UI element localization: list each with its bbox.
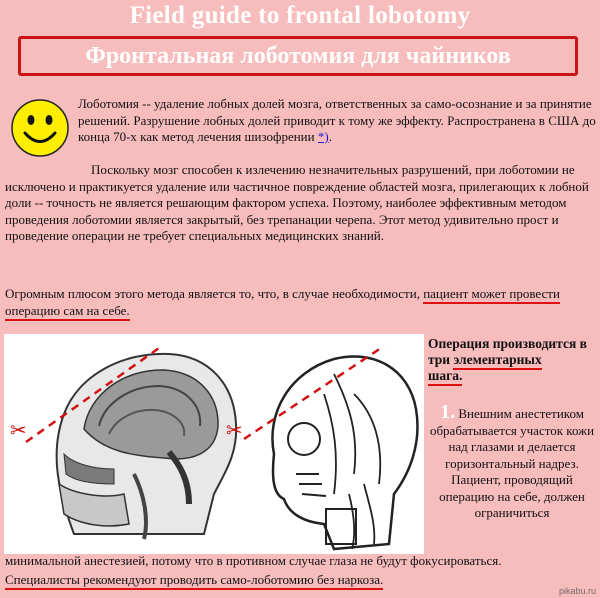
continuation-text: минимальной анестезией, потому что в противном случае глаза не будут фокусироваться. xyxy=(5,553,502,568)
head-cross-section-figure xyxy=(4,334,424,554)
step-1 xyxy=(428,401,596,522)
recommendation-underlined: Специалисты рекомендуют проводить само-лоботомию без наркоза. xyxy=(5,572,383,590)
sagittal-brain-illustration xyxy=(57,354,237,539)
step-1-text: Внешним анестетиком обрабатывается участок кожи над глазами и делается горизонтальный надрез. Пациент, проводящий операцию на себе, должен ограничиться xyxy=(429,406,595,520)
steps-heading-part1: Операция производится в три xyxy=(428,336,587,367)
steps-heading-part2: шага. xyxy=(428,368,462,386)
watermark: pikabu.ru xyxy=(558,586,596,596)
intro-paragraph xyxy=(78,96,596,146)
smiley-face-icon xyxy=(10,98,70,158)
steps-heading xyxy=(428,336,596,384)
skull-vessels-illustration xyxy=(272,356,417,549)
intro-text: Лоботомия -- удаление лобных долей мозга, ответственных за само-осознание и за принятие решений. Разрушение лобных долей приводит к тому же эффекту. Распространена в США до конца 70-х как метод лечения шизофрении xyxy=(78,96,596,144)
step-1-number: 1. xyxy=(440,401,456,423)
svg-text:✂: ✂ xyxy=(226,418,243,442)
advantage-underlined: пациент может провести операцию сам на себе. xyxy=(5,286,560,321)
page-title-russian: Фронтальная лоботомия для чайников xyxy=(85,42,511,69)
paragraph-advantage xyxy=(5,286,595,319)
intro-end: . xyxy=(328,129,332,144)
recommendation-text xyxy=(5,572,595,589)
title-russian-box xyxy=(18,36,578,76)
svg-text:✂: ✂ xyxy=(10,418,27,442)
advantage-text: Огромным плюсом этого метода является то, что, в случае необходимости, xyxy=(5,286,424,301)
footnote-link[interactable]: *) xyxy=(317,129,329,144)
page-title-english: Field guide to frontal lobotomy xyxy=(129,2,471,29)
steps-heading-underlined: элементарных xyxy=(453,352,541,370)
paragraph-method: Поскольку мозг способен к излечению незначительных разрушений, при лоботомии не исключено и практикуется удаление или частичное повреждение областей мозга, прилегающих к лобной доли -- точность не является решающим фактором успеха. Поэтому, наиболее эффективным методом проведения лоботомии является закрытый, без трепанации черепа. Этот метод удивительно прост и проведение операции не требует специальных медицинских знаний. xyxy=(5,162,589,243)
